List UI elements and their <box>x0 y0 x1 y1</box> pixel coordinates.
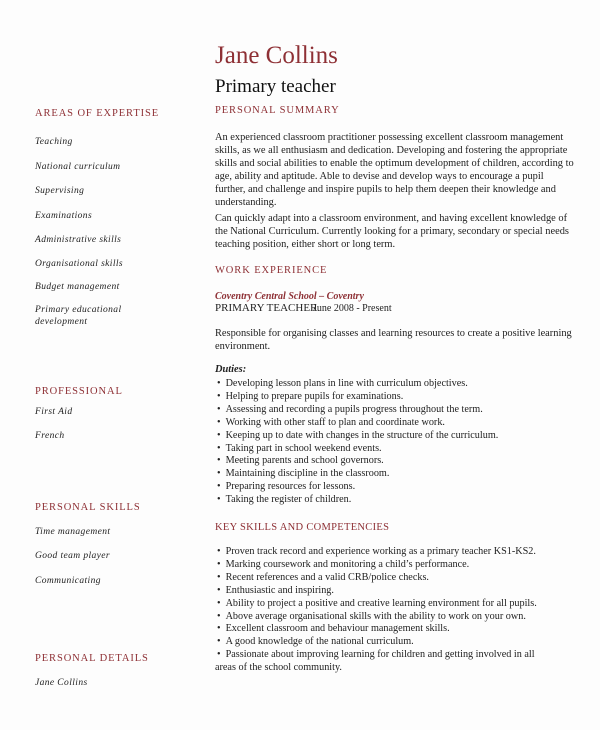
duty-item: • Working with other staff to plan and coordinate work. <box>217 417 498 430</box>
personal-skill-item: Communicating <box>35 576 101 586</box>
duty-item: • Taking part in school weekend events. <box>217 443 498 456</box>
expertise-item: Examinations <box>35 211 93 221</box>
expertise-item: Administrative skills <box>35 235 122 245</box>
skills-heading: KEY SKILLS AND COMPETENCIES <box>215 522 390 533</box>
duty-item: • Preparing resources for lessons. <box>217 481 498 494</box>
work-heading: WORK EXPERIENCE <box>215 265 328 276</box>
duty-item: • Meeting parents and school governors. <box>217 455 498 468</box>
summary-heading: PERSONAL SUMMARY <box>215 105 340 116</box>
professional-item: First Aid <box>35 407 73 417</box>
candidate-role: Primary teacher <box>215 76 336 97</box>
duty-item: • Developing lesson plans in line with curriculum objectives. <box>217 378 498 391</box>
expertise-item: Teaching <box>35 137 73 147</box>
personal-skills-heading: PERSONAL SKILLS <box>35 502 141 513</box>
job-position: PRIMARY TEACHER <box>215 302 318 314</box>
skill-item: • Recent references and a valid CRB/police checks. <box>217 572 537 585</box>
job-dates: June 2008 - Present <box>313 303 392 314</box>
skill-item: • Marking coursework and monitoring a child’s performance. <box>217 559 537 572</box>
skill-item-continuation: areas of the school community. <box>215 662 342 673</box>
summary-text <box>215 131 575 251</box>
personal-details-heading: PERSONAL DETAILS <box>35 653 149 664</box>
duties-list <box>217 378 498 507</box>
expertise-item: Budget management <box>35 282 120 292</box>
duties-label: Duties: <box>215 364 247 375</box>
personal-skill-item: Good team player <box>35 551 110 561</box>
candidate-name: Jane Collins <box>215 42 338 69</box>
expertise-item: National curriculum <box>35 162 121 172</box>
expertise-item: Supervising <box>35 186 85 196</box>
summary-paragraph: Can quickly adapt into a classroom environment, and having excellent knowledge of the National Curriculum. Currently looking for a primary, secondary or special needs teaching position, either short or long term. <box>215 213 569 250</box>
job-description: Responsible for organising classes and learning resources to create a positive learning environment. <box>215 328 572 352</box>
personal-details-item: Jane Collins <box>35 678 88 686</box>
duty-item: • Taking the register of children. <box>217 494 498 507</box>
personal-skill-item: Time management <box>35 527 111 537</box>
professional-item: French <box>35 431 65 441</box>
skill-item: • A good knowledge of the national curriculum. <box>217 636 537 649</box>
skills-list <box>217 546 537 662</box>
skill-item: • Excellent classroom and behaviour management skills. <box>217 623 537 636</box>
duty-item: • Keeping up to date with changes in the structure of the curriculum. <box>217 430 498 443</box>
professional-heading: PROFESSIONAL <box>35 386 123 397</box>
expertise-item: Primary educational development <box>35 305 122 327</box>
expertise-item: Organisational skills <box>35 259 124 269</box>
summary-paragraph: An experienced classroom practitioner possessing excellent classroom management skills, as we all enthusiasm and dedication. Developing and fostering the appropriate skills and social abilities to enable the optimum development of children, according to age, ability and aptitude. Able to devise and develop ways to encourage a pupil further, and challenge and inspire pupils to help them deepen their knowledge and understanding. <box>215 132 574 208</box>
skill-item: • Above average organisational skills with the ability to work on your own. <box>217 611 537 624</box>
duty-item: • Helping to prepare pupils for examinations. <box>217 391 498 404</box>
skill-item: • Ability to project a positive and creative learning environment for all pupils. <box>217 598 537 611</box>
skill-item: • Enthusiastic and inspiring. <box>217 585 537 598</box>
skill-item: • Passionate about improving learning for children and getting involved in all <box>217 649 537 662</box>
expertise-heading: AREAS OF EXPERTISE <box>35 108 160 119</box>
duty-item: • Maintaining discipline in the classroom. <box>217 468 498 481</box>
skill-item: • Proven track record and experience working as a primary teacher KS1-KS2. <box>217 546 537 559</box>
school-name: Coventry Central School – Coventry <box>215 291 364 302</box>
duty-item: • Assessing and recording a pupils progress throughout the term. <box>217 404 498 417</box>
